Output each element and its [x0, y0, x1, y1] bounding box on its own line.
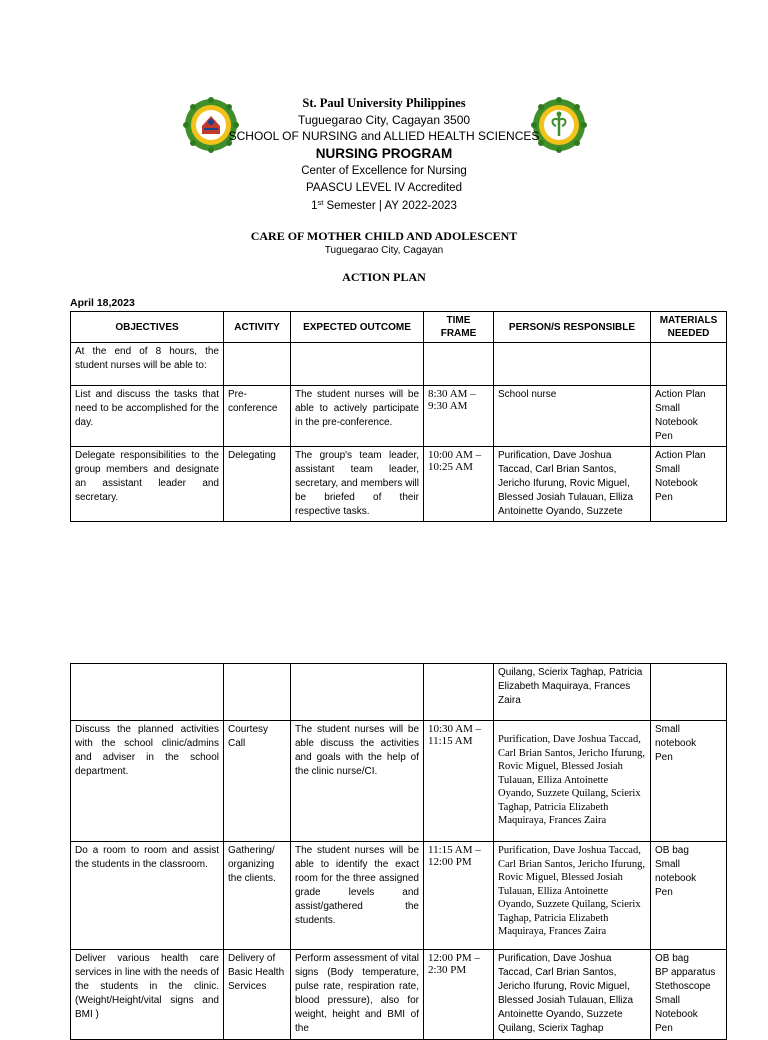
cell-materials: Action Plan Small Notebook Pen — [651, 386, 727, 447]
table-header-row — [71, 312, 727, 343]
cell-materials — [651, 343, 727, 386]
university-name: St. Paul University Philippines — [302, 96, 466, 110]
cell-time — [424, 664, 494, 721]
cell-time — [424, 343, 494, 386]
plan-title: ACTION PLAN — [342, 270, 426, 284]
cell-outcome: The group's team leader, assistant team leader, secretary, and members will be briefed of their respective tasks. — [291, 447, 424, 522]
cell-time: 8:30 AM – 9:30 AM — [424, 386, 494, 447]
cell-time: 12:00 PM – 2:30 PM — [424, 950, 494, 1040]
cell-activity — [224, 664, 291, 721]
cell-time: 10:00 AM – 10:25 AM — [424, 447, 494, 522]
cell-persons: Quilang, Scierix Taghap, Patricia Elizabeth Maquiraya, Frances Zaira — [494, 664, 651, 721]
cell-objectives — [71, 664, 224, 721]
table-row — [71, 842, 727, 950]
cell-activity: Delegating — [224, 447, 291, 522]
cell-outcome: The student nurses will be able to actively participate in the pre-conference. — [291, 386, 424, 447]
column-header-time-frame: TIME FRAME — [424, 312, 494, 343]
cell-activity: Delivery of Basic Health Services — [224, 950, 291, 1040]
cell-persons: Purification, Dave Joshua Taccad, Carl Brian Santos, Jericho Ifurung, Rovic Miguel, Blessed Josiah Tulauan, Elliza Antoinette Oyando, Suzzete — [494, 447, 651, 522]
cell-activity: Gathering/ organizing the clients. — [224, 842, 291, 950]
cell-materials: OB bag BP apparatus Stethoscope Small Notebook Pen — [651, 950, 727, 1040]
course-title: CARE OF MOTHER CHILD AND ADOLESCENT — [250, 229, 518, 243]
table-row — [71, 447, 727, 522]
cell-materials: Action Plan Small Notebook Pen — [651, 447, 727, 522]
cell-persons: Purification, Dave Joshua Taccad, Carl Brian Santos, Jericho Ifurung, Rovic Miguel, Blessed Josiah Tulauan, Elliza Antoinette Oyando, Suzzete Quilang, Scierix Taghap, Patricia Elizabeth Maquiraya, Frances Zaira — [494, 842, 651, 950]
plan-date: April 18,2023 — [70, 297, 135, 309]
action-plan-table — [70, 311, 727, 522]
cell-activity: Pre-conference — [224, 386, 291, 447]
table-row — [71, 343, 727, 386]
cell-persons: Purification, Dave Joshua Taccad, Carl Brian Santos, Jericho Ifurung, Rovic Miguel, Blessed Josiah Tulauan, Elliza Antoinette Oyando, Suzzete Quilang, Scierix Taghap — [494, 950, 651, 1040]
cell-outcome — [291, 664, 424, 721]
cell-persons: Purification, Dave Joshua Taccad, Carl Brian Santos, Jericho Ifurung, Rovic Miguel, Blessed Josiah Tulauan, Elliza Antoinette Oyando, Suzzete Quilang, Scierix Taghap, Patricia Elizabeth Maquiraya, Frances Zaira — [494, 721, 651, 842]
cell-activity — [224, 343, 291, 386]
cell-objectives: Discuss the planned activities with the school clinic/admins and adviser in the school department. — [71, 721, 224, 842]
table-row — [71, 950, 727, 1040]
cell-objectives: Delegate responsibilities to the group members and designate an assistant leader and secretary. — [71, 447, 224, 522]
cell-persons: School nurse — [494, 386, 651, 447]
course-city: Tuguegarao City, Cagayan — [324, 245, 444, 256]
cell-time: 10:30 AM – 11:15 AM — [424, 721, 494, 842]
column-header-objectives: OBJECTIVES — [71, 312, 224, 343]
center-of-excellence: Center of Excellence for Nursing — [301, 165, 467, 177]
program-name: NURSING PROGRAM — [315, 146, 453, 161]
cell-objectives: Deliver various health care services in line with the needs of the students in the clinic. (Weight/Height/vital signs and BMI ) — [71, 950, 224, 1040]
column-header-expected-outcome: EXPECTED OUTCOME — [291, 312, 424, 343]
cell-outcome — [291, 343, 424, 386]
column-header-materials-needed: MATERIALS NEEDED — [651, 312, 727, 343]
table-row — [71, 386, 727, 447]
university-city: Tuguegarao City, Cagayan 3500 — [297, 113, 471, 127]
cell-activity: Courtesy Call — [224, 721, 291, 842]
cell-materials: OB bag Small notebook Pen — [651, 842, 727, 950]
cell-outcome: The student nurses will be able to identify the exact room for the three assigned grade levels and assist/gathered the students. — [291, 842, 424, 950]
accreditation: PAASCU LEVEL IV Accredited — [306, 182, 462, 194]
cell-objectives: Do a room to room and assist the students in the classroom. — [71, 842, 224, 950]
cell-objectives: List and discuss the tasks that need to be accomplished for the day. — [71, 386, 224, 447]
cell-outcome: Perform assessment of vital signs (Body temperature, pulse rate, respiration rate, blood pressure), also for weight, height and BMI of the — [291, 950, 424, 1040]
table-row — [71, 664, 727, 721]
semester-line: 1st Semester | AY 2022-2023 — [311, 198, 457, 212]
cell-materials: Small notebook Pen — [651, 721, 727, 842]
column-header-activity: ACTIVITY — [224, 312, 291, 343]
action-plan-table-continued — [70, 663, 727, 1040]
table-row — [71, 721, 727, 842]
cell-persons — [494, 343, 651, 386]
cell-time: 11:15 AM – 12:00 PM — [424, 842, 494, 950]
cell-objectives: At the end of 8 hours, the student nurses will be able to: — [71, 343, 224, 386]
cell-outcome: The student nurses will be able discuss the activities and goals with the help of the clinic nurse/CI. — [291, 721, 424, 842]
school-name: SCHOOL OF NURSING and ALLIED HEALTH SCIENCES — [228, 129, 540, 143]
column-header-persons-responsible: PERSON/S RESPONSIBLE — [494, 312, 651, 343]
cell-materials — [651, 664, 727, 721]
